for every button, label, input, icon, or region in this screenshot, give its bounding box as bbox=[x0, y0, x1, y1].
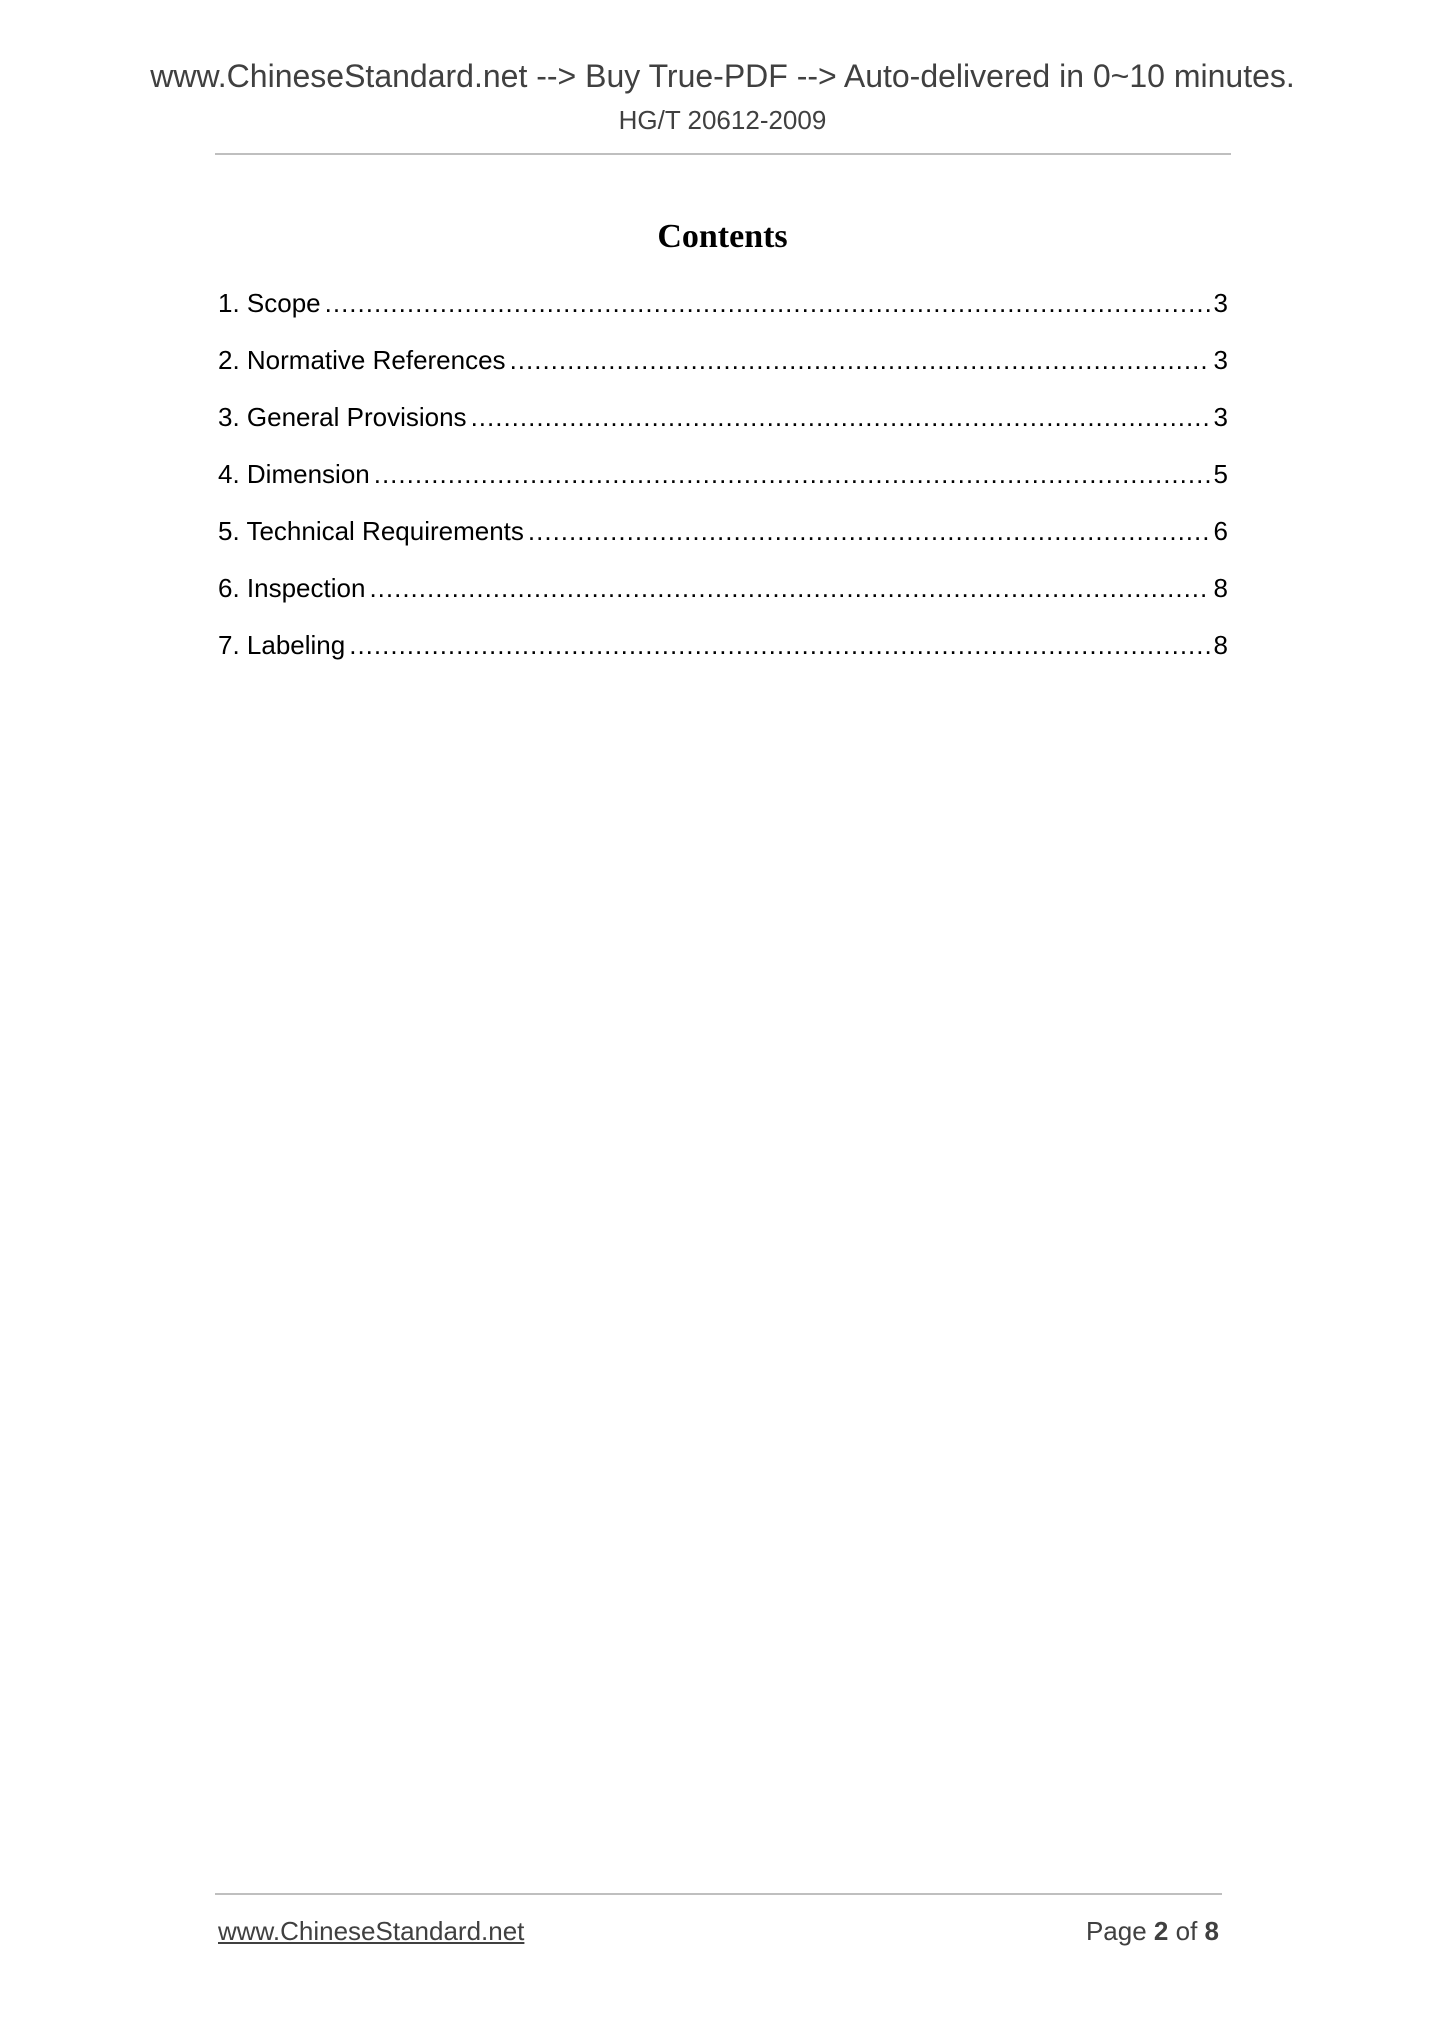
toc-item-general-provisions[interactable] bbox=[218, 399, 1228, 456]
total-pages-number: 8 bbox=[1204, 1916, 1219, 1946]
toc-title: Contents bbox=[657, 218, 788, 255]
toc-item-label: 6. Inspection bbox=[218, 573, 366, 603]
toc-item-page: 8 bbox=[1213, 630, 1228, 660]
toc-item-label: 4. Dimension bbox=[218, 459, 370, 489]
toc-item-page: 3 bbox=[1213, 288, 1228, 318]
toc-item-page: 6 bbox=[1213, 516, 1228, 546]
current-page-number: 2 bbox=[1153, 1916, 1169, 1946]
header-banner: www.ChineseStandard.net --> Buy True-PDF --> Auto-delivered in 0~10 minutes. bbox=[150, 58, 1295, 94]
toc-item-normative-references[interactable] bbox=[218, 342, 1228, 399]
toc-item-labeling[interactable] bbox=[218, 627, 1228, 684]
toc-item-page: 5 bbox=[1213, 459, 1228, 489]
toc-dot-leader bbox=[369, 570, 1209, 606]
footer-divider bbox=[215, 1893, 1222, 1895]
toc-dot-leader bbox=[510, 342, 1210, 378]
toc-dot-leader bbox=[528, 513, 1210, 549]
toc-item-technical-requirements[interactable] bbox=[218, 513, 1228, 570]
page-indicator bbox=[1086, 1914, 1219, 1948]
toc-item-label: 1. Scope bbox=[218, 288, 321, 318]
header-divider bbox=[215, 153, 1231, 155]
toc-item-dimension[interactable] bbox=[218, 456, 1228, 513]
toc-item-label: 7. Labeling bbox=[218, 630, 346, 660]
page-of: of bbox=[1175, 1916, 1198, 1946]
page-prefix: Page bbox=[1085, 1916, 1147, 1946]
toc-item-label: 3. General Provisions bbox=[218, 402, 467, 432]
toc-item-label: 5. Technical Requirements bbox=[218, 516, 524, 546]
toc-dot-leader bbox=[325, 285, 1210, 321]
toc-dot-leader bbox=[374, 456, 1210, 492]
footer-site-link[interactable]: www.ChineseStandard.net bbox=[218, 1916, 525, 1946]
toc-item-page: 3 bbox=[1213, 345, 1228, 375]
toc-item-inspection[interactable] bbox=[218, 570, 1228, 627]
toc-item-scope[interactable] bbox=[218, 285, 1228, 342]
toc-dot-leader bbox=[349, 627, 1209, 663]
toc-list bbox=[218, 285, 1228, 684]
toc-dot-leader bbox=[471, 399, 1210, 435]
standard-code: HG/T 20612-2009 bbox=[618, 105, 827, 135]
toc-item-page: 8 bbox=[1213, 573, 1228, 603]
toc-item-label: 2. Normative References bbox=[218, 345, 506, 375]
toc-item-page: 3 bbox=[1213, 402, 1228, 432]
